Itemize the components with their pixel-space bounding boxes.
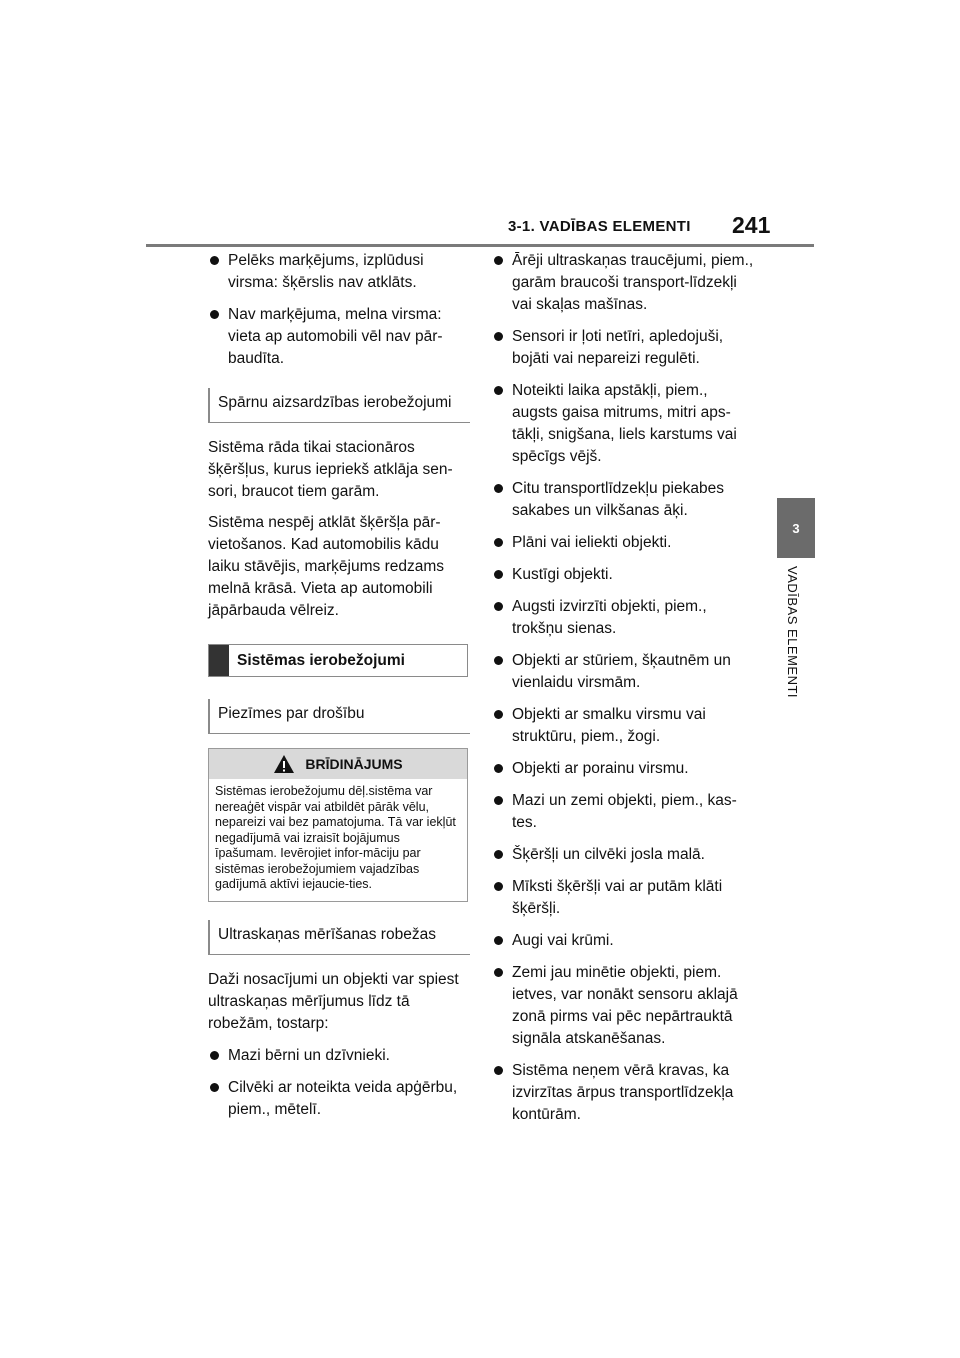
list-item: Augsti izvirzīti objekti, piem., trokšņu sienas.: [492, 596, 754, 640]
left-column: [208, 250, 470, 1131]
list-item: Noteikti laika apstākļi, piem., augsts gaisa mitrums, mitri aps-tākļi, snigšana, liels karstums vai spēcīgs vējš.: [492, 380, 754, 468]
system-limits-heading: [208, 644, 468, 677]
warning-title: BRĪDINĀJUMS: [305, 756, 403, 772]
header-divider: [146, 244, 814, 247]
right-column: [492, 250, 754, 1136]
list-item: Mazi bērni un dzīvnieki.: [208, 1045, 470, 1067]
list-item: Citu transportlīdzekļu piekabes sakabes un vilkšanas āķi.: [492, 478, 754, 522]
heading-text: Sistēmas ierobežojumi: [237, 651, 405, 669]
list-item: Šķēršļi un cilvēki josla malā.: [492, 844, 754, 866]
paragraph: Sistēma nespēj atklāt šķēršļa pār-vietošanos. Kad automobilis kādu laiku stāvējis, marķējums redzams melnā krāsā. Vieta ap automobili jāpārbauda vēlreiz.: [208, 514, 445, 619]
list-item: Cilvēki ar noteikta veida apģērbu, piem., mētelī.: [208, 1077, 470, 1121]
list-item: Objekti ar stūriem, šķautnēm un vienlaidu virsmām.: [492, 650, 754, 694]
paragraph: Daži nosacījumi un objekti var spiest ultraskaņas mērījumus līdz tā robežām, tostarp:: [208, 970, 459, 1032]
paragraph: Sistēma rāda tikai stacionāros šķēršļus, kurus iepriekš atklāja sen-sori, braucot tiem garām.: [208, 439, 453, 500]
list-item: Zemi jau minētie objekti, piem. ietves, var nonākt sensoru aklajā zonā pirms vai pēc nepārtrauktā signāla atskanēšanas.: [492, 962, 754, 1050]
warning-text: Sistēmas ierobežojumu dēļ.sistēma var nereaģēt vispār vai atbildēt pārāk vēlu, nepareizi vai bez pamatojuma. Tā var iekļūt negadījumā vai izraisīt bojājumus īpašumam. Ievērojiet infor-māciju par sistēmas ierobežojumiem vajadzības gadījumā aktīvi iejaucie-ties.: [215, 784, 456, 891]
list-item: Nav marķējuma, melna virsma: vieta ap automobili vēl nav pār-baudīta.: [208, 304, 470, 370]
heading-marker: [209, 645, 229, 676]
list-item: Pelēks marķējums, izplūdusi virsma: šķērslis nav atklāts.: [208, 250, 470, 294]
list-item: Kustīgi objekti.: [492, 564, 754, 586]
list-item: Plāni vai ieliekti objekti.: [492, 532, 754, 554]
list-item: Sensori ir ļoti netīri, apledojuši, bojāti vai nepareizi regulēti.: [492, 326, 754, 370]
list-item: Augi vai krūmi.: [492, 930, 754, 952]
list-item: Ārēji ultraskaņas traucējumi, piem., garām braucoši transport-līdzekļi vai skaļas mašīnas.: [492, 250, 754, 316]
list-item: Mazi un zemi objekti, piem., kas-tes.: [492, 790, 754, 834]
list-item: Objekti ar smalku virsmu vai struktūru, piem., žogi.: [492, 704, 754, 748]
chapter-tab: 3: [777, 498, 815, 558]
warning-box: [208, 748, 468, 902]
list-item: Objekti ar porainu virsmu.: [492, 758, 754, 780]
page-number: 241: [732, 212, 771, 238]
chapter-side-label: VADĪBAS ELEMENTI: [785, 566, 800, 699]
ultrasound-limits-heading: Ultraskaņas mērīšanas robežas: [208, 920, 470, 955]
warning-triangle-icon: [273, 754, 295, 774]
list-item: Mīksti šķēršļi vai ar putām klāti šķēršļi.: [492, 876, 754, 920]
section-title: 3-1. VADĪBAS ELEMENTI: [508, 218, 691, 235]
safety-notes-heading: Piezīmes par drošību: [208, 699, 470, 734]
warning-header: [209, 749, 467, 779]
list-item: Sistēma neņem vērā kravas, ka izvirzītas ārpus transportlīdzekļa kontūrām.: [492, 1060, 754, 1126]
wing-protection-heading: Spārnu aizsardzības ierobežojumi: [208, 388, 470, 423]
